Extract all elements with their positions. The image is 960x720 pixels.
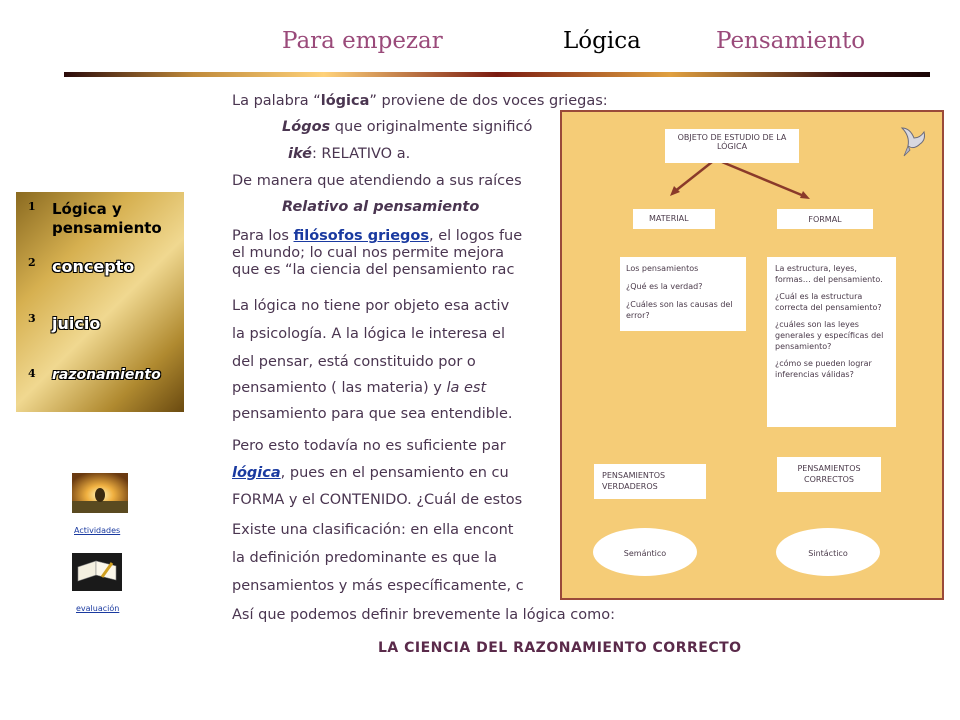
text-line-4: De manera que atendiendo a sus raíces xyxy=(232,173,522,189)
nav-pensamiento[interactable]: Pensamiento xyxy=(716,28,866,54)
text-line-18: la definición predominante es que la xyxy=(232,550,498,566)
actividades-icon[interactable] xyxy=(72,473,128,513)
header-divider xyxy=(64,72,930,77)
book-icon[interactable] xyxy=(72,553,122,591)
material-box: MATERIAL xyxy=(633,209,715,229)
text-line-17: Existe una clasificación: en ella encont xyxy=(232,522,514,538)
text-line-3: iké: RELATIVO a. xyxy=(288,146,411,162)
evaluacion-link[interactable]: evaluación xyxy=(76,604,120,613)
verdaderos-box: PENSAMIENTOS VERDADEROS xyxy=(594,464,706,499)
sidebar-item-concepto[interactable]: concepto xyxy=(52,257,135,276)
text-line-12: pensamiento ( las materia) y la est xyxy=(232,380,487,396)
text-line-2: Lógos que originalmente significó xyxy=(282,119,533,135)
text-line-19: pensamientos y más específicamente, c xyxy=(232,578,524,594)
text-line-13: pensamiento para que sea entendible. xyxy=(232,406,513,422)
menu-num-3: 3 xyxy=(28,312,36,325)
definition-title: LA CIENCIA DEL RAZONAMIENTO CORRECTO xyxy=(378,640,742,656)
formal-box: FORMAL xyxy=(777,209,873,229)
dove-icon xyxy=(896,122,928,164)
sintactico-ellipse: Sintáctico xyxy=(776,528,880,576)
correctos-box: PENSAMIENTOS CORRECTOS xyxy=(777,457,881,492)
menu-num-1: 1 xyxy=(28,200,36,213)
nav-para-empezar[interactable]: Para empezar xyxy=(282,28,443,54)
text-line-5: Relativo al pensamiento xyxy=(282,199,480,215)
formal-questions: La estructura, leyes, formas… del pensamiento. ¿Cuál es la estructura correcta del pensamiento? ¿cuáles son las leyes generales y específicas del pensamiento? ¿cómo se pueden lograr inferencias válidas? xyxy=(767,257,896,427)
text-line-9: La lógica no tiene por objeto esa activ xyxy=(232,298,510,314)
menu-num-4: 4 xyxy=(28,367,36,380)
text-line-6: Para los filósofos griegos, el logos fue xyxy=(232,228,523,244)
menu-num-2: 2 xyxy=(28,256,36,269)
text-line-16: FORMA y el CONTENIDO. ¿Cuál de estos xyxy=(232,492,523,508)
diagram-title-box: OBJETO DE ESTUDIO DE LA LÓGICA xyxy=(665,129,799,163)
logica-link[interactable]: lógica xyxy=(232,465,281,481)
text-line-7: el mundo; lo cual nos permite mejora xyxy=(232,245,505,261)
text-line-15: lógica, pues en el pensamiento en cu xyxy=(232,465,509,481)
text-line-10: la psicología. A la lógica le interesa el xyxy=(232,326,505,342)
text-line-14: Pero esto todavía no es suficiente par xyxy=(232,438,506,454)
text-line-11: del pensar, está constituido por o xyxy=(232,354,476,370)
material-questions: Los pensamientos ¿Qué es la verdad? ¿Cuáles son las causas del error? xyxy=(620,257,746,331)
text-line-8: que es “la ciencia del pensamiento rac xyxy=(232,262,515,278)
text-line-1: La palabra “lógica” proviene de dos voces griegas: xyxy=(232,93,608,109)
sidebar-item-logica-pensamiento[interactable]: Lógica y pensamiento xyxy=(52,200,162,237)
semantico-ellipse: Semántico xyxy=(593,528,697,576)
text-line-20: Así que podemos definir brevemente la lógica como: xyxy=(232,607,616,623)
nav-logica[interactable]: Lógica xyxy=(563,28,641,54)
concept-diagram xyxy=(560,110,944,600)
sidebar-item-razonamiento[interactable]: razonamiento xyxy=(52,367,161,383)
actividades-link[interactable]: Actividades xyxy=(74,526,121,535)
sidebar-item-juicio[interactable]: juicio xyxy=(52,314,101,333)
filosofos-griegos-link[interactable]: filósofos griegos xyxy=(293,228,430,244)
